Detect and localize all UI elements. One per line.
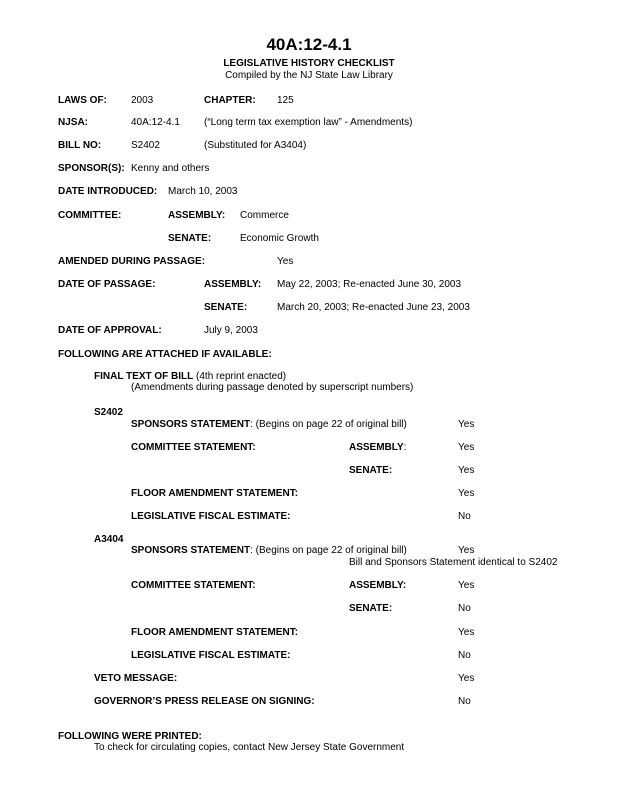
passage-assembly-value: May 22, 2003; Re-enacted June 30, 2003 <box>277 279 462 290</box>
s2402-assembly-line <box>349 442 406 454</box>
s2402-sponsors-label: SPONSORS STATEMENT <box>131 419 251 430</box>
a3404-sponsors-value: Yes <box>458 545 475 556</box>
page-title: 40A:12-4.1 <box>266 35 352 54</box>
s2402-sponsors-line <box>131 419 407 431</box>
s2402-committee-label: COMMITTEE STATEMENT: <box>131 442 256 453</box>
s2402-floor-value: Yes <box>458 488 475 499</box>
passage-senate-label: SENATE: <box>204 302 248 313</box>
committee-assembly-label: ASSEMBLY: <box>168 210 226 221</box>
veto-label: VETO MESSAGE: <box>94 673 178 684</box>
a3404-senate-value: No <box>458 603 471 614</box>
a3404-assembly-label: ASSEMBLY: <box>349 580 407 591</box>
final-text-note: (4th reprint enacted) <box>193 371 287 382</box>
s2402-assembly-value: Yes <box>458 442 475 453</box>
a3404-fiscal-value: No <box>458 650 471 661</box>
a3404-senate-label: SENATE: <box>349 603 393 614</box>
date-introduced-value: March 10, 2003 <box>168 186 238 197</box>
passage-senate-value: March 20, 2003; Re-enacted June 23, 2003 <box>277 302 470 313</box>
s2402-fiscal-value: No <box>458 511 471 522</box>
sponsors-value: Kenny and others <box>131 163 210 174</box>
s2402-heading: S2402 <box>94 407 123 418</box>
approval-label: DATE OF APPROVAL: <box>58 325 162 336</box>
final-text-label: FINAL TEXT OF BILL <box>94 371 194 382</box>
chapter-value: 125 <box>277 95 294 106</box>
njsa-description: (“Long term tax exemption law” - Amendments) <box>204 117 413 128</box>
laws-of-value: 2003 <box>131 95 154 106</box>
sponsors-label: SPONSOR(S): <box>58 163 125 174</box>
chapter-label: CHAPTER: <box>204 95 256 106</box>
bill-no-value: S2402 <box>131 140 160 151</box>
a3404-sponsors-note: : (Begins on page 22 of original bill) <box>250 545 407 556</box>
attached-heading: FOLLOWING ARE ATTACHED IF AVAILABLE: <box>58 349 272 360</box>
veto-value: Yes <box>458 673 475 684</box>
approval-value: July 9, 2003 <box>204 325 258 336</box>
printed-text: To check for circulating copies, contact New Jersey State Government <box>94 742 405 753</box>
committee-assembly-value: Commerce <box>240 210 289 221</box>
press-release-label: GOVERNOR’S PRESS RELEASE ON SIGNING: <box>94 696 315 707</box>
s2402-sponsors-note: : (Begins on page 22 of original bill) <box>250 419 407 430</box>
amended-label: AMENDED DURING PASSAGE: <box>58 256 206 267</box>
s2402-sponsors-value: Yes <box>458 419 475 430</box>
passage-label: DATE OF PASSAGE: <box>58 279 156 290</box>
a3404-floor-value: Yes <box>458 627 475 638</box>
s2402-assembly-label: ASSEMBLY <box>349 442 404 453</box>
laws-of-label: LAWS OF: <box>58 95 107 106</box>
s2402-senate-label: SENATE: <box>349 465 393 476</box>
s2402-assembly-colon: : <box>403 442 407 453</box>
committee-senate-value: Economic Growth <box>240 233 319 244</box>
printed-heading: FOLLOWING WERE PRINTED: <box>58 731 202 742</box>
committee-senate-label: SENATE: <box>168 233 212 244</box>
s2402-senate-value: Yes <box>458 465 475 476</box>
a3404-fiscal-label: LEGISLATIVE FISCAL ESTIMATE: <box>131 650 291 661</box>
final-text-sub: (Amendments during passage denoted by superscript numbers) <box>131 382 414 393</box>
committee-label: COMMITTEE: <box>58 210 122 221</box>
a3404-heading: A3404 <box>94 534 124 545</box>
passage-assembly-label: ASSEMBLY: <box>204 279 262 290</box>
date-introduced-label: DATE INTRODUCED: <box>58 186 158 197</box>
a3404-sponsors-remark: Bill and Sponsors Statement identical to S2402 <box>349 557 558 568</box>
a3404-floor-label: FLOOR AMENDMENT STATEMENT: <box>131 627 299 638</box>
compiled-by: Compiled by the NJ State Law Library <box>225 70 393 81</box>
njsa-value: 40A:12-4.1 <box>131 117 180 128</box>
s2402-floor-label: FLOOR AMENDMENT STATEMENT: <box>131 488 299 499</box>
page-subtitle: LEGISLATIVE HISTORY CHECKLIST <box>223 58 395 69</box>
bill-no-label: BILL NO: <box>58 140 102 151</box>
njsa-label: NJSA: <box>58 117 89 128</box>
amended-value: Yes <box>277 256 294 267</box>
a3404-sponsors-line <box>131 545 407 557</box>
a3404-committee-label: COMMITTEE STATEMENT: <box>131 580 256 591</box>
s2402-fiscal-label: LEGISLATIVE FISCAL ESTIMATE: <box>131 511 291 522</box>
bill-no-note: (Substituted for A3404) <box>204 140 307 151</box>
press-release-value: No <box>458 696 471 707</box>
a3404-assembly-value: Yes <box>458 580 475 591</box>
a3404-sponsors-label: SPONSORS STATEMENT <box>131 545 251 556</box>
